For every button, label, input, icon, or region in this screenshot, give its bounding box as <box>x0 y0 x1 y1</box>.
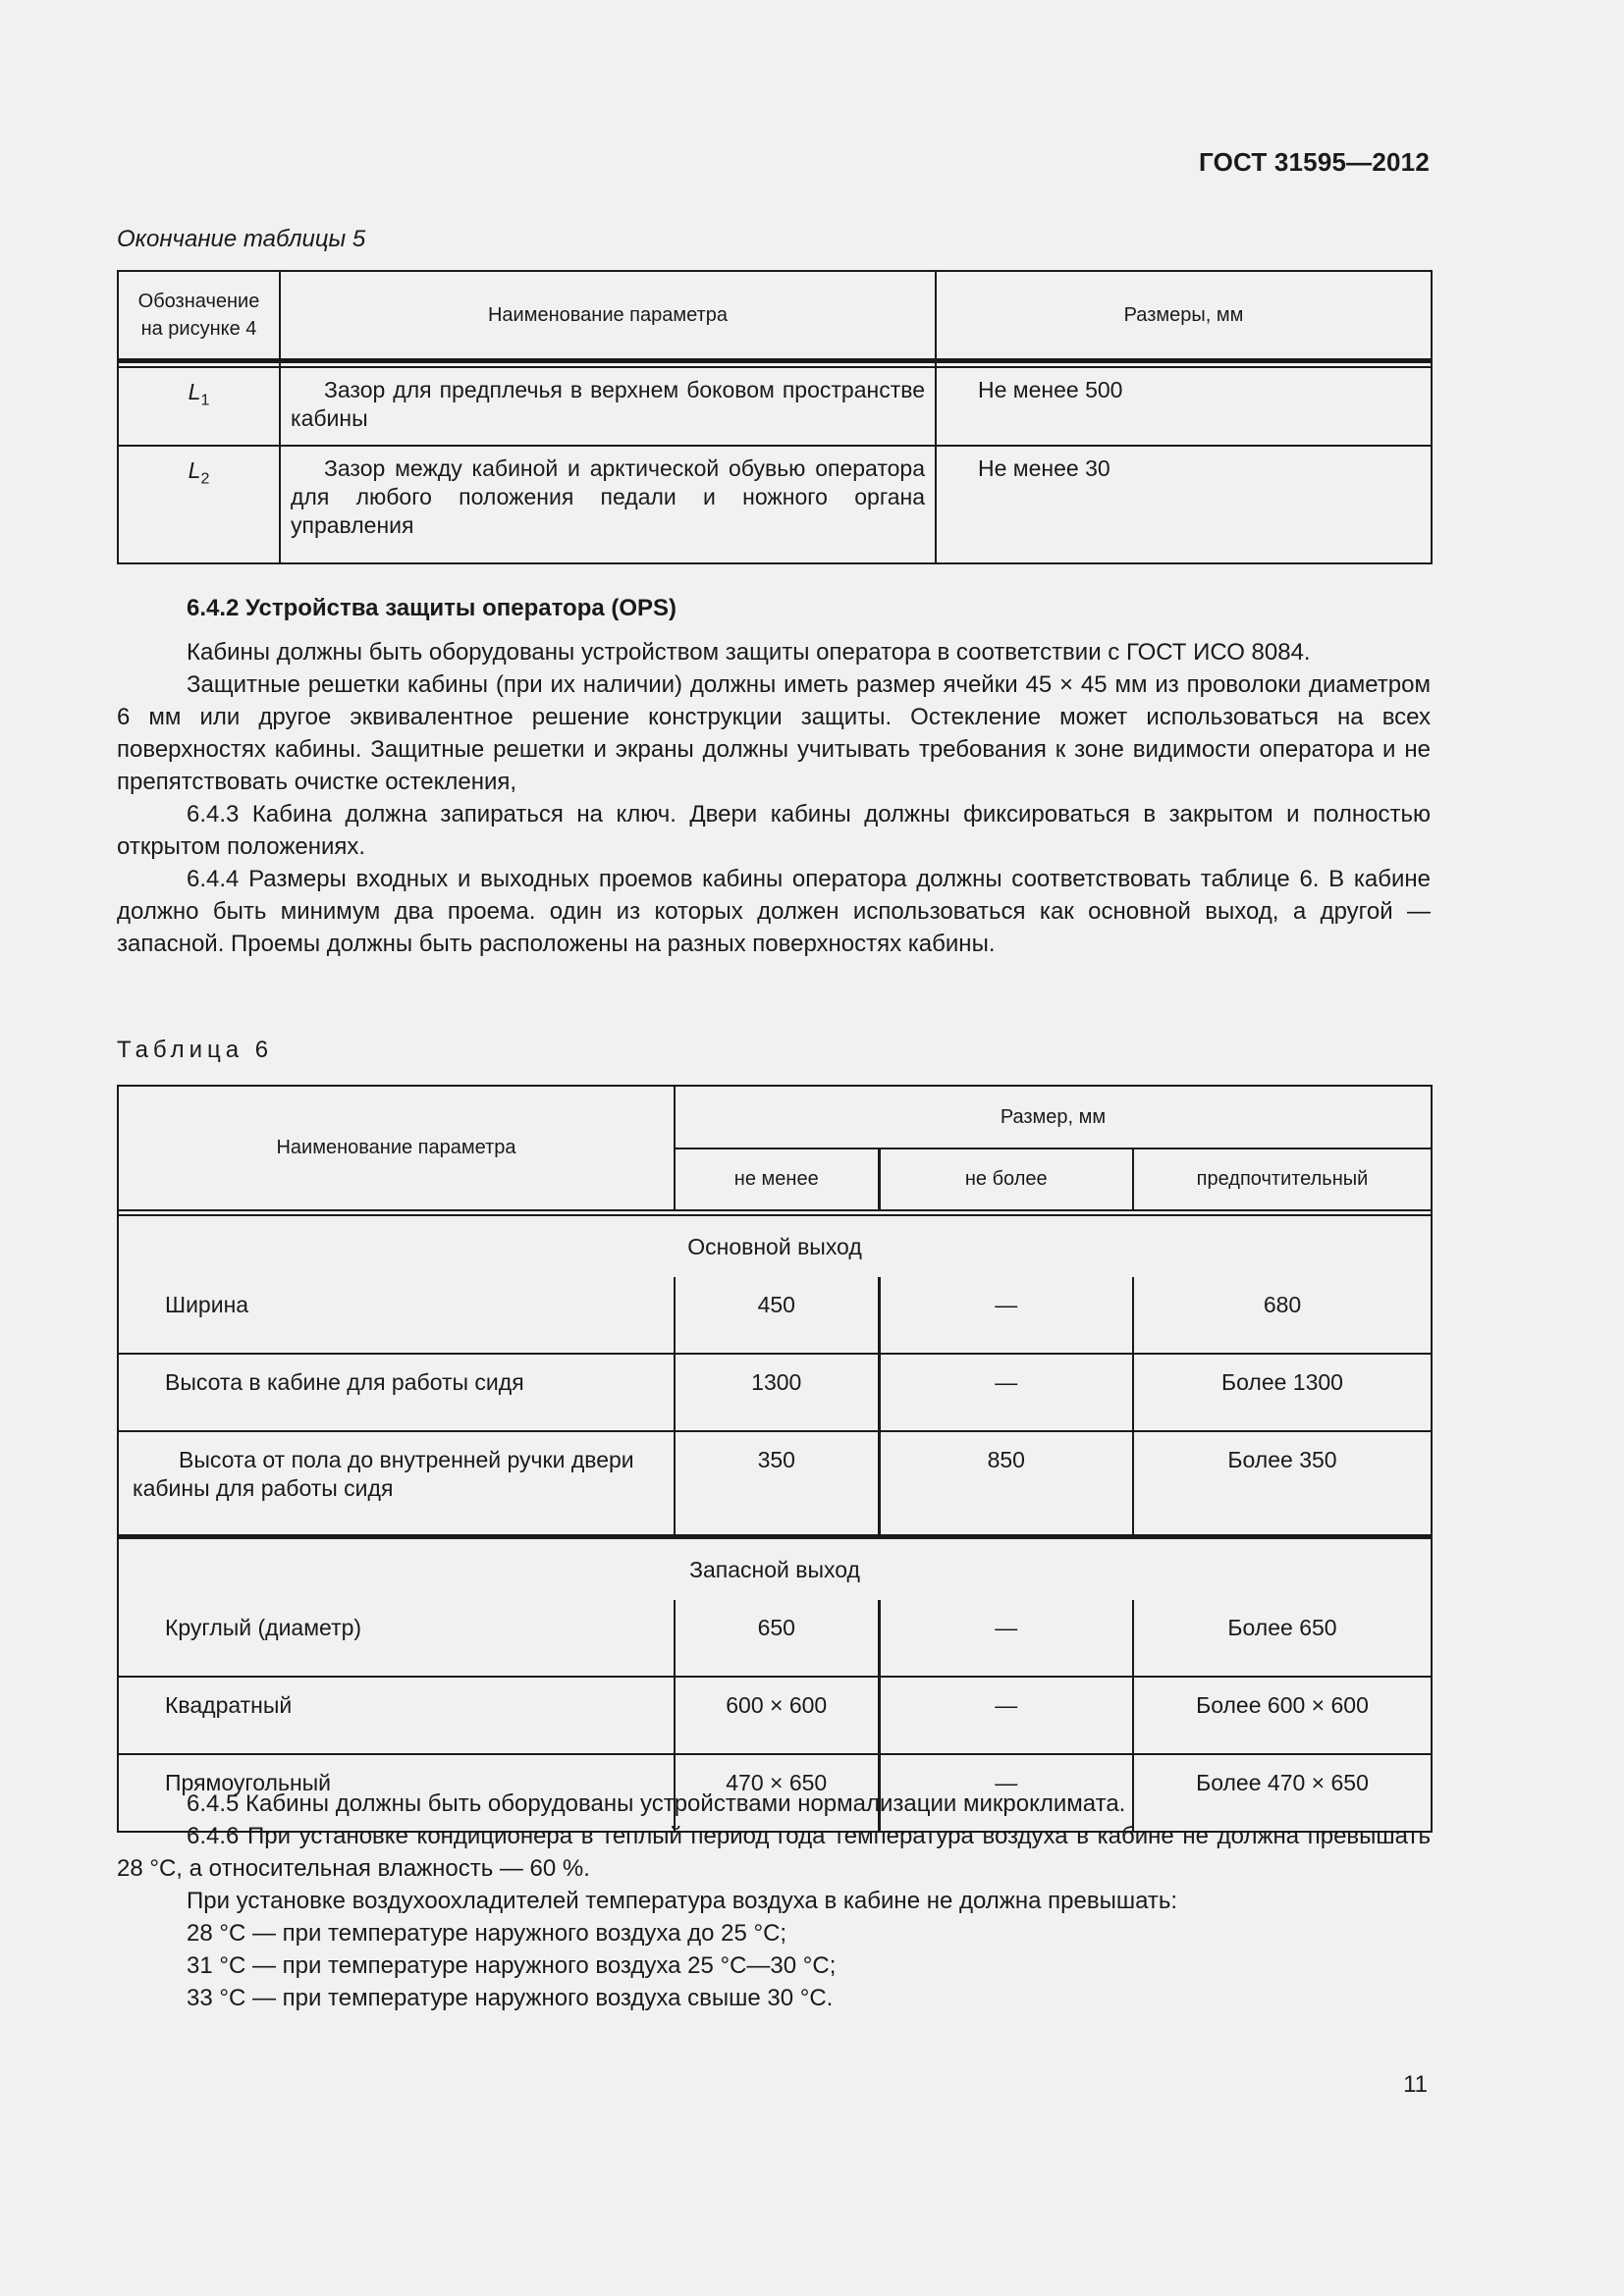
table5-value: Не менее 30 <box>936 446 1432 563</box>
paragraph: 6.4.6 При установке кондиционера в теплый период года температура воздуха в кабине не должна превышать 28 °С, а относительная влажность — 60 %. <box>117 1823 1431 1882</box>
table-row <box>118 1677 1432 1754</box>
section-6-4-2 <box>117 592 1431 960</box>
row-min: 650 <box>675 1600 879 1677</box>
symbol-subscript: 1 <box>200 392 210 409</box>
section-heading: 6.4.2 Устройства защиты оператора (OPS) <box>187 595 677 621</box>
row-min: 1300 <box>675 1354 879 1431</box>
row-name: Высота в кабине для работы сидя <box>118 1354 675 1431</box>
table6-col-size: Размер, мм <box>675 1086 1432 1148</box>
paragraph: 6.4.5 Кабины должны быть оборудованы устройствами нормализации микроклимата. <box>187 1790 1126 1817</box>
list-item: 33 °С — при температуре наружного воздуха свыше 30 °С. <box>187 1985 834 2011</box>
row-preferred: Более 350 <box>1133 1431 1432 1536</box>
row-max: — <box>879 1600 1133 1677</box>
paragraph: Защитные решетки кабины (при их наличии) должны иметь размер ячейки 45 × 45 мм из проволоки диаметром 6 мм или другое эквивалентное решение конструкции защиты. Остекление может использоваться на всех поверхностях кабины. Защитные решетки и экраны должны учитывать требования к зоне видимости оператора и не препятствовать очистке остекления, <box>117 671 1431 795</box>
table-6 <box>117 1085 1433 1833</box>
row-min: 350 <box>675 1431 879 1536</box>
row-max: — <box>879 1277 1133 1354</box>
description-text: Зазор для предплечья в верхнем боковом пространстве кабины <box>291 377 925 431</box>
table-row <box>118 1600 1432 1677</box>
description-text: Зазор между кабиной и арктической обувью оператора для любого положения педали и ножного органа управления <box>291 455 925 538</box>
table6-group-row <box>118 1538 1432 1600</box>
table5-header-row <box>118 271 1432 361</box>
table6-col-max: не более <box>879 1148 1133 1210</box>
symbol-subscript: 2 <box>200 470 210 488</box>
row-preferred: Более 650 <box>1133 1600 1432 1677</box>
row-min: 470 × 650 <box>675 1754 879 1832</box>
row-name: Ширина <box>118 1277 675 1354</box>
row-max: — <box>879 1754 1133 1832</box>
table5-col-size: Размеры, мм <box>936 271 1432 361</box>
row-preferred: Более 470 × 650 <box>1133 1754 1432 1832</box>
paragraph: 6.4.4 Размеры входных и выходных проемов кабины оператора должны соответствовать таблице 6. В кабине должно быть минимум два проема. один из которых должен использоваться как основной выход, а другой — запасной. Проемы должны быть расположены на разных поверхностях кабины. <box>117 866 1431 957</box>
table5-symbol <box>118 446 280 563</box>
group-title: Запасной выход <box>118 1538 1432 1600</box>
paragraph: Кабины должны быть оборудованы устройством защиты оператора в соответствии с ГОСТ ИСО 8084. <box>187 639 1311 666</box>
row-max: — <box>879 1677 1133 1754</box>
table-row <box>118 446 1432 563</box>
row-name: Высота от пола до внутренней ручки двери кабины для работы сидя <box>118 1431 675 1536</box>
table-5 <box>117 270 1433 564</box>
page-number: 11 <box>1403 2071 1428 2098</box>
table5-description <box>280 367 936 446</box>
list-item: 31 °С — при температуре наружного воздуха 25 °С—30 °С; <box>187 1952 837 1979</box>
table6-col-min: не менее <box>675 1148 879 1210</box>
table6-header-row <box>118 1086 1432 1148</box>
row-preferred: 680 <box>1133 1277 1432 1354</box>
table5-symbol <box>118 367 280 446</box>
table-row <box>118 1277 1432 1354</box>
row-preferred: Более 1300 <box>1133 1354 1432 1431</box>
table5-description <box>280 446 936 563</box>
table5-value: Не менее 500 <box>936 367 1432 446</box>
table5-col-designation <box>118 271 280 361</box>
table-row <box>118 367 1432 446</box>
section-6-4-5 <box>117 1788 1431 2014</box>
row-name: Прямоугольный <box>118 1754 675 1832</box>
list-item: 28 °С — при температуре наружного воздуха до 25 °С; <box>187 1920 787 1947</box>
document-number: ГОСТ 31595—2012 <box>1199 147 1430 177</box>
paragraph: 6.4.3 Кабина должна запираться на ключ. Двери кабины должны фиксироваться в закрытом и полностью открытом положениях. <box>117 801 1431 860</box>
row-max: 850 <box>879 1431 1133 1536</box>
row-max: — <box>879 1354 1133 1431</box>
table5-col-designation-line2: на рисунке 4 <box>140 318 257 340</box>
table-row <box>118 1431 1432 1536</box>
table6-group-row <box>118 1215 1432 1277</box>
paragraph: При установке воздухоохладителей температура воздуха в кабине не должна превышать: <box>187 1888 1178 1914</box>
group-title: Основной выход <box>118 1215 1432 1277</box>
table5-caption: Окончание таблицы 5 <box>117 226 366 252</box>
row-preferred: Более 600 × 600 <box>1133 1677 1432 1754</box>
row-min: 450 <box>675 1277 879 1354</box>
table5-col-name: Наименование параметра <box>280 271 936 361</box>
symbol-letter: L <box>188 457 201 483</box>
table6-col-preferred: предпочтительный <box>1133 1148 1432 1210</box>
row-min: 600 × 600 <box>675 1677 879 1754</box>
table6-col-name: Наименование параметра <box>118 1086 675 1210</box>
table6-caption: Таблица 6 <box>117 1037 274 1063</box>
symbol-letter: L <box>188 379 201 404</box>
row-name: Круглый (диаметр) <box>118 1600 675 1677</box>
table-row <box>118 1354 1432 1431</box>
table5-col-designation-line1: Обозначение <box>137 291 260 312</box>
row-name: Квадратный <box>118 1677 675 1754</box>
